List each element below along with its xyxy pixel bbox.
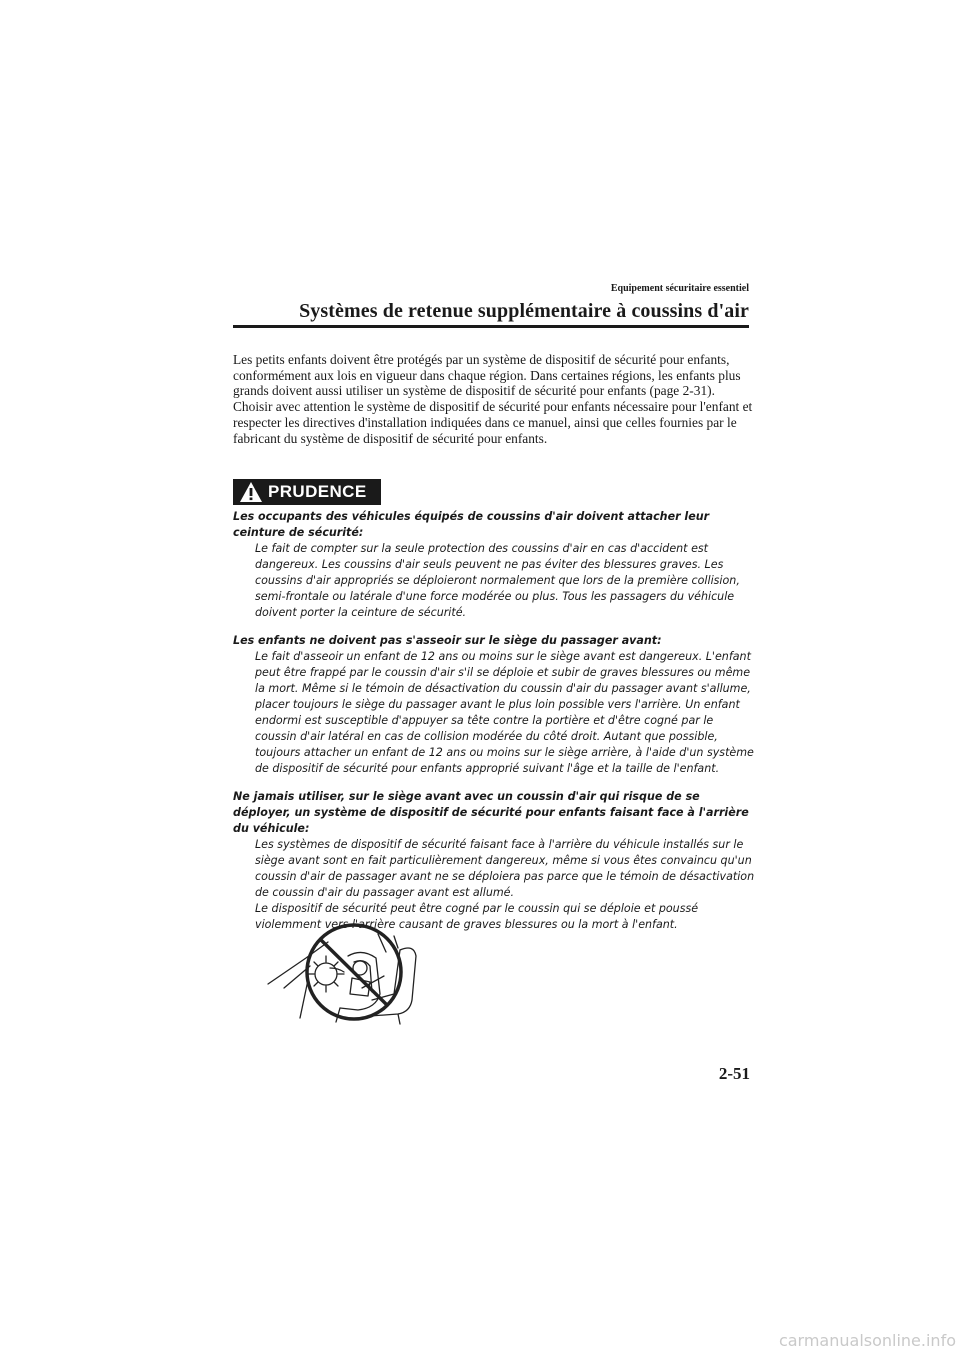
warning-item — [233, 789, 755, 933]
warning-triangle-icon — [239, 481, 263, 503]
caution-label: PRUDENCE — [268, 482, 367, 501]
intro-text — [233, 352, 753, 446]
warning-text: Le fait d'asseoir un enfant de 12 ans ou moins sur le siège avant est dangereux. L'enfant peut être frappé par le coussin d'air s'il se déploie et subir de graves blessures ou même la mort. Même si le témoin de désactivation du coussin d'air du passager avant s'allume, placer toujours le siège du passager avant le plus loin possible vers l'arrière. Un enfant endormi est susceptible d'appuyer sa tête contre la portière et d'être cogné par le coussin d'air latéral en cas de collision modérée du côté droit. Autant que possible, toujours attacher un enfant de 12 ans ou moins sur le siège arrière, à l'aide d'un système de dispositif de sécurité pour enfants approprié suivant l'âge et la taille de l'enfant. — [255, 650, 754, 775]
warning-heading: Les occupants des véhicules équipés de coussins d'air doivent attacher leur ceinture de sécurité: — [233, 510, 710, 539]
warning-body — [255, 541, 755, 621]
intro-paragraph: Choisir avec attention le système de dispositif de sécurité pour enfants nécessaire pour l'enfant et respecter les directives d'installation indiquées dans ce manuel, ainsi que celles fournies par le fabricant du système de dispositif de sécurité pour enfants. — [233, 399, 753, 446]
intro-paragraph: Les petits enfants doivent être protégés par un système de dispositif de sécurité pour enfants, conformément aux lois en vigueur dans chaque région. Dans certaines régions, les enfants plus grands doivent aussi utiliser un système de dispositif de sécurité pour enfants (page 2-31). — [233, 352, 741, 399]
page-number: 2-51 — [718, 1064, 750, 1083]
warning-item — [233, 509, 755, 621]
running-header — [233, 283, 749, 324]
footer-watermark: carmanualsonline.info — [778, 1331, 956, 1350]
caution-badge — [233, 479, 381, 505]
warning-body — [255, 837, 755, 933]
section-label: Equipement sécuritaire essentiel — [610, 283, 749, 294]
warning-heading: Ne jamais utiliser, sur le siège avant avec un coussin d'air qui risque de se déployer, un système de dispositif de sécurité pour enfants faisant face à l'arrière du véhicule: — [233, 790, 749, 835]
warning-text: Le fait de compter sur la seule protection des coussins d'air en cas d'accident est dangereux. Les coussins d'air seuls peuvent ne pas éviter des blessures graves. Les coussins d'air appropriés se déploieront normalement que lors de la première collision, semi-frontale ou latérale d'une force modérée ou plus. Tous les passagers du véhicule doivent porter la ceinture de sécurité. — [255, 542, 740, 619]
warning-text: Le dispositif de sécurité peut être cogné par le coussin qui se déploie et poussé violemment vers l'arrière causant de graves blessures ou la mort à l'enfant. — [255, 902, 699, 931]
chapter-title: Systèmes de retenue supplémentaire à coussins d'air — [299, 300, 749, 322]
header-divider — [233, 325, 749, 328]
warning-text: Les systèmes de dispositif de sécurité faisant face à l'arrière du véhicule installés sur le siège avant sont en fait particulièrement dangereux, même si vous êtes convaincu qu'un coussin d'air de passager avant ne se déploiera pas parce que le témoin de désactivation de coussin d'air du passager avant est allumé. — [255, 838, 755, 899]
warning-heading: Les enfants ne doivent pas s'asseoir sur le siège du passager avant: — [233, 634, 662, 647]
warning-item — [233, 633, 755, 777]
warnings-list — [233, 509, 755, 945]
warning-body — [255, 649, 755, 777]
rear-facing-child-seat-prohibited-icon — [266, 922, 442, 1026]
